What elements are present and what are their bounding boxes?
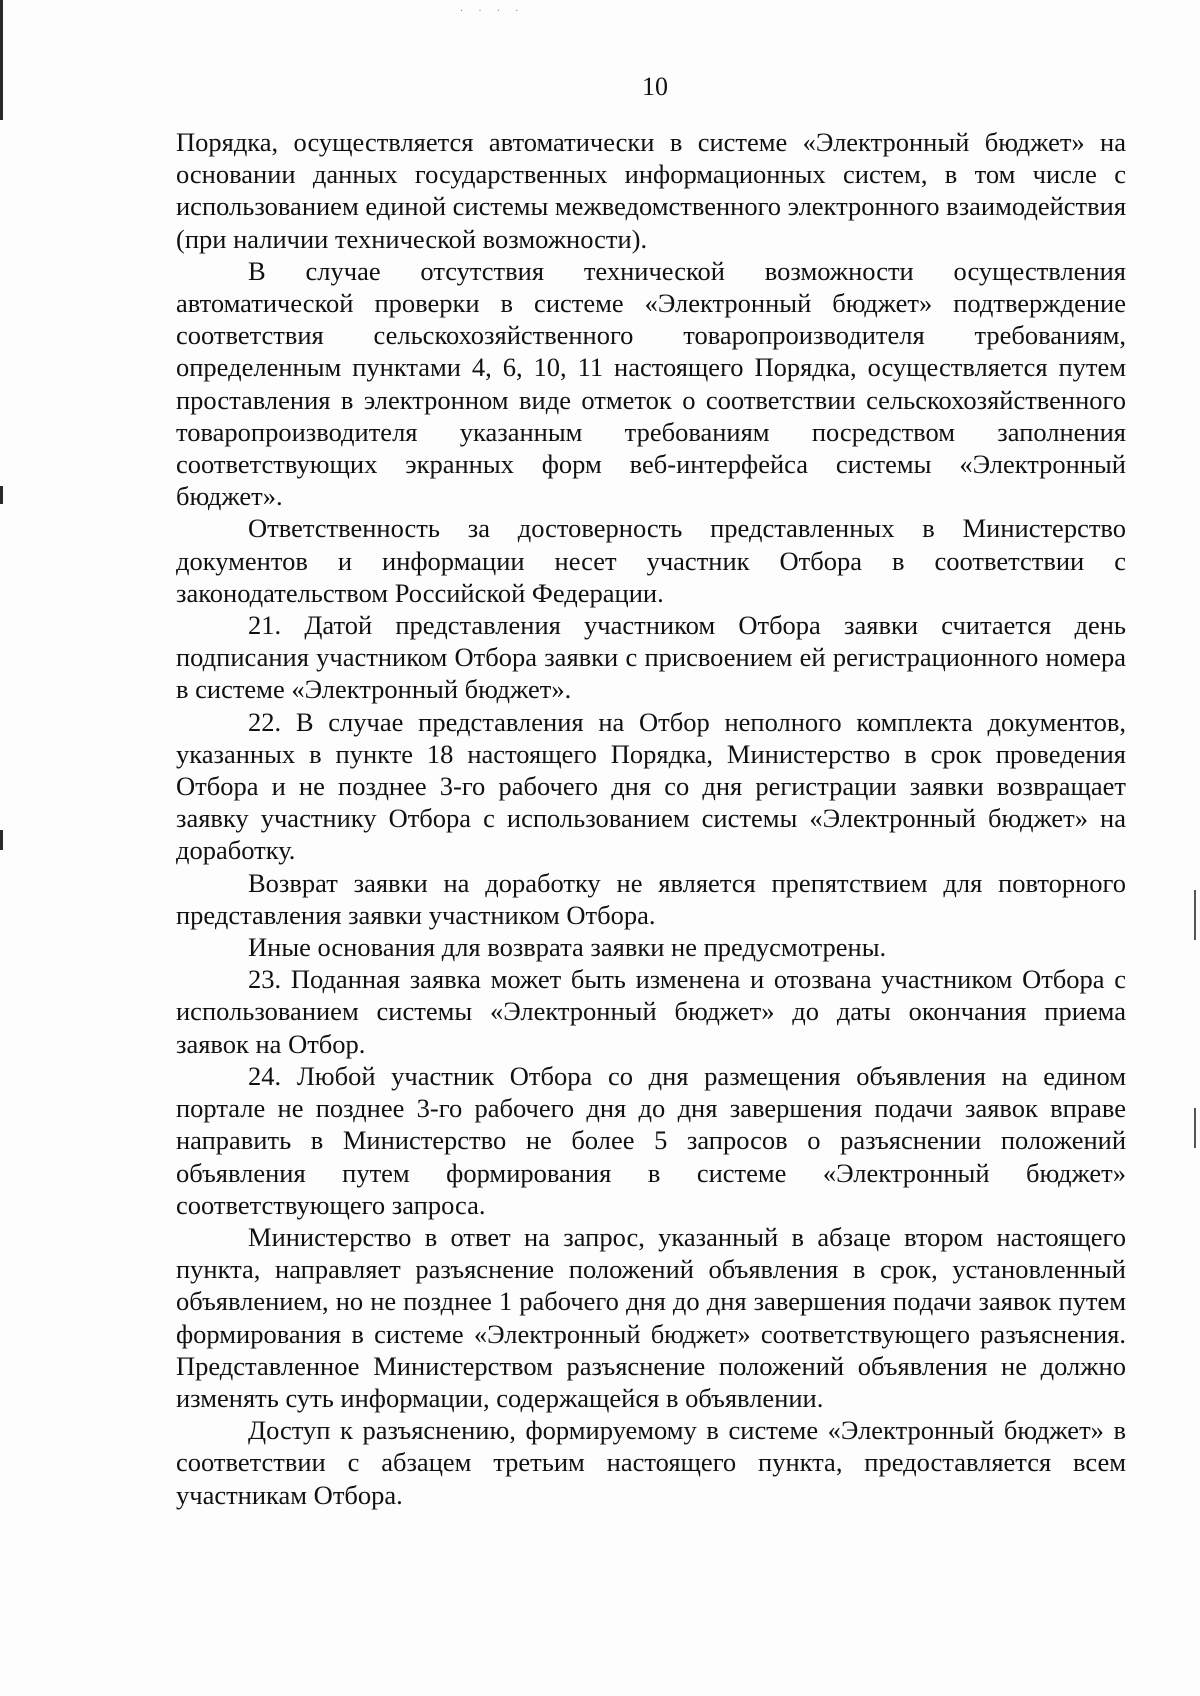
scan-edge-mark bbox=[1194, 1108, 1196, 1148]
paragraph-item-24: 24. Любой участник Отбора со дня размещения объявления на едином портале не позднее 3-го рабочего дня до дня завершения подачи заявок вправе направить в Министерство не более 5 запросов о разъяснении положений объявления путем формирования в системе «Электронный бюджет» соответствующего запроса. bbox=[176, 1060, 1126, 1220]
scan-artifact-dots: · · · · bbox=[460, 6, 525, 17]
paragraph-item-21: 21. Датой представления участником Отбора заявки считается день подписания участником Отбора заявки с присвоением ей регистрационного номера в системе «Электронный бюджет». bbox=[176, 610, 1126, 705]
paragraph-access: Доступ к разъяснению, формируемому в системе «Электронный бюджет» в соответствии с абзацем третьим настоящего пункта, предоставляется всем участникам Отбора. bbox=[176, 1415, 1126, 1510]
paragraph-verification: В случае отсутствия технической возможности осуществления автоматической проверки в системе «Электронный бюджет» подтверждение соответствия сельскохозяйственного товаропроизводителя требованиям, определенным пунктами 4, 6, 10, 11 настоящего Порядка, осуществляется путем проставления в электронном виде отметок о соответствии сельскохозяйственного товаропроизводителя указанным требованиям посредством заполнения соответствующих экранных форм веб-интерфейса системы «Электронный бюджет». bbox=[176, 255, 1126, 512]
scan-edge-mark bbox=[0, 486, 3, 504]
paragraph-return-revision: Возврат заявки на доработку не является препятствием для повторного представления заявки участником Отбора. bbox=[176, 867, 1126, 930]
scan-edge-mark bbox=[0, 0, 3, 120]
page-number: 10 bbox=[642, 72, 668, 101]
paragraph-other-grounds: Иные основания для возврата заявки не предусмотрены. bbox=[248, 932, 887, 963]
paragraph-responsibility: Ответственность за достоверность представленных в Министерство документов и информации несет участник Отбора в соответствии с законодательством Российской Федерации. bbox=[176, 513, 1126, 608]
paragraph-ministry-response: Министерство в ответ на запрос, указанный в абзаце втором настоящего пункта, направляет разъяснение положений объявления в срок, установленный объявлением, но не позднее 1 рабочего дня до дня завершения подачи заявок путем формирования в системе «Электронный бюджет» соответствующего разъяснения. Представленное Министерством разъяснение положений объявления не должно изменять суть информации, содержащейся в объявлении. bbox=[176, 1221, 1126, 1413]
paragraph-item-23: 23. Поданная заявка может быть изменена и отозвана участником Отбора с использованием системы «Электронный бюджет» до даты окончания приема заявок на Отбор. bbox=[176, 964, 1126, 1059]
document-body bbox=[176, 126, 1126, 1511]
scan-edge-mark bbox=[1194, 890, 1196, 940]
paragraph-continuation: Порядка, осуществляется автоматически в системе «Электронный бюджет» на основании данных государственных информационных систем, в том числе с использованием единой системы межведомственного электронного взаимодействия (при наличии технической возможности). bbox=[176, 127, 1127, 254]
paragraph-item-22: 22. В случае представления на Отбор неполного комплекта документов, указанных в пункте 18 настоящего Порядка, Министерство в срок проведения Отбора и не позднее 3-го рабочего дня со дня регистрации заявки возвращает заявку участнику Отбора с использованием системы «Электронный бюджет» на доработку. bbox=[176, 706, 1126, 866]
scan-edge-mark bbox=[0, 830, 3, 850]
